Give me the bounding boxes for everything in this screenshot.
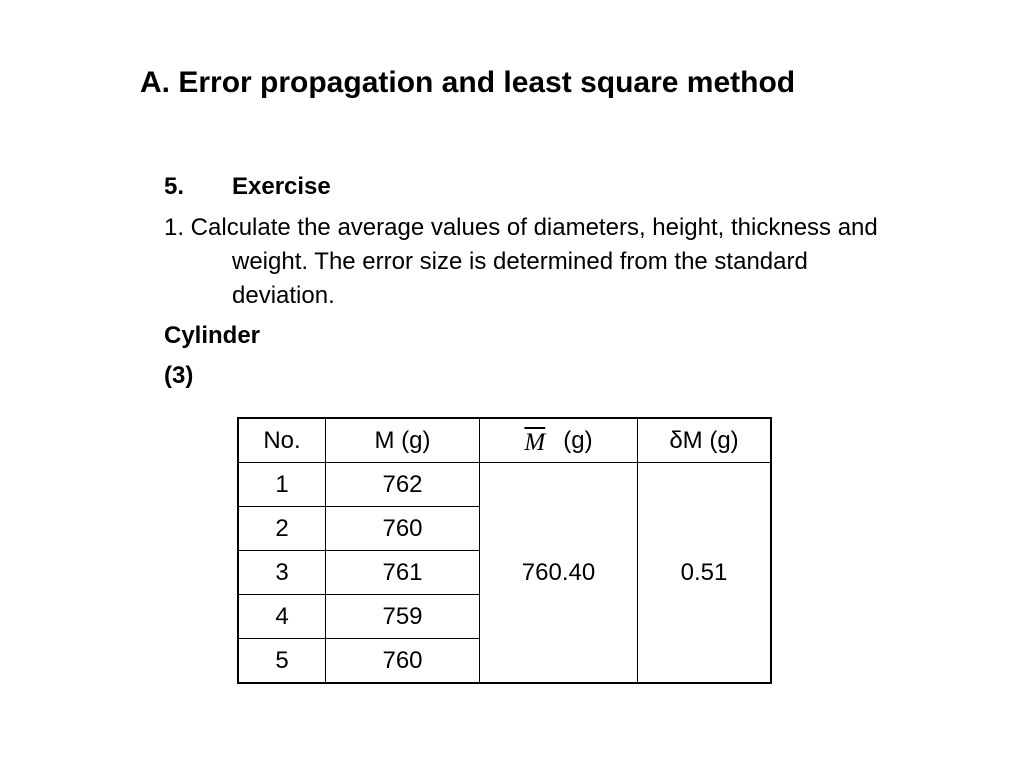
section-number: 5. xyxy=(164,173,185,200)
measurement-table xyxy=(237,417,772,684)
cell-no: 3 xyxy=(238,551,326,595)
mean-mass-unit: (g) xyxy=(563,426,593,454)
header-mean-mass xyxy=(480,418,638,463)
exercise-instruction: 1. Calculate the average values of diameters, height, thickness and weight. The error size is determined from the standard deviation. xyxy=(164,214,878,309)
header-mass-error: δM (g) xyxy=(638,418,772,463)
section-heading xyxy=(164,170,864,204)
cell-mass: 761 xyxy=(326,551,480,595)
cell-mass: 760 xyxy=(326,639,480,684)
cell-mean-mass: 760.40 xyxy=(480,463,638,684)
section-title: Exercise xyxy=(232,173,331,200)
table-row xyxy=(238,463,771,507)
cell-no: 5 xyxy=(238,639,326,684)
cell-no: 2 xyxy=(238,507,326,551)
slide-content xyxy=(164,170,878,399)
header-no: No. xyxy=(238,418,326,463)
mean-mass-symbol: $\overline{M}$ xyxy=(524,428,546,456)
cell-mass: 759 xyxy=(326,595,480,639)
header-mass: M (g) xyxy=(326,418,480,463)
cell-no: 1 xyxy=(238,463,326,507)
cell-mass: 762 xyxy=(326,463,480,507)
subheading-cylinder: Cylinder xyxy=(164,322,261,349)
table-header-row xyxy=(238,418,771,463)
slide-title: A. Error propagation and least square method xyxy=(140,66,796,99)
cell-mass: 760 xyxy=(326,507,480,551)
cell-no: 4 xyxy=(238,595,326,639)
cell-mass-error: 0.51 xyxy=(638,463,772,684)
item-label: (3) xyxy=(164,362,194,389)
